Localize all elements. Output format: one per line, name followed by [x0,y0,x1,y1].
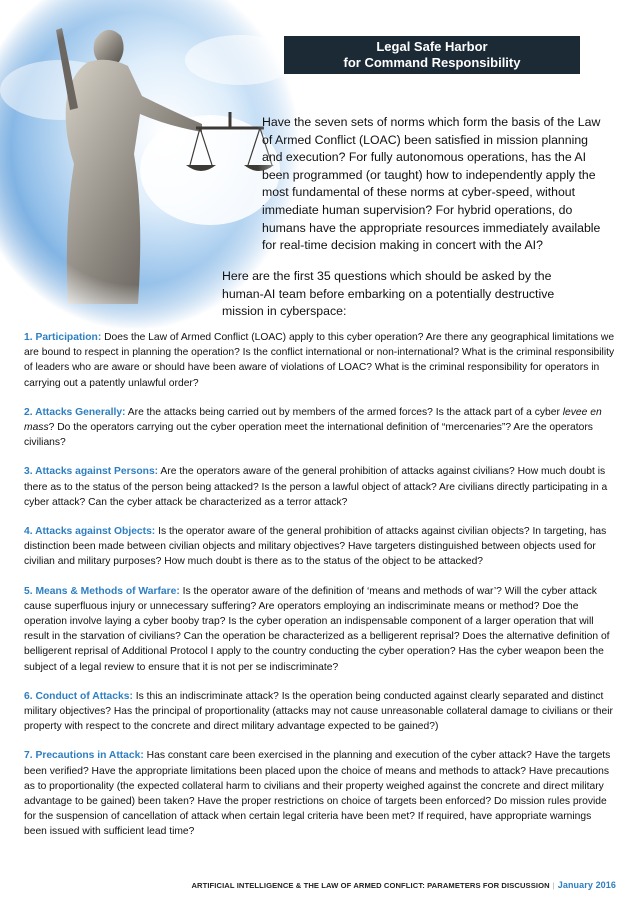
title-line-1: Legal Safe Harbor [376,39,488,54]
question-heading: 6. Conduct of Attacks: [24,690,133,702]
question-text: ? Do the operators carrying out the cyber operation meet the international definition of “mercenaries”? Are the operators civilians? [24,422,593,449]
question-precautions [24,748,616,839]
question-text: Is the operator aware of the general prohibition of attacks against civilian objects? In targeting, has distinction been made between civilian objects and military objectives? Have targeters distinguished between objects used for civilian and military purposes? How much doubt is there as to the status of the object to be attacked? [24,526,607,568]
question-heading: 4. Attacks against Objects: [24,526,156,538]
question-heading: 5. Means & Methods of Warfare: [24,585,180,597]
question-attacks-generally [24,405,616,451]
question-heading: 3. Attacks against Persons: [24,466,159,478]
question-heading: 1. Participation: [24,332,102,343]
question-text: Is the operator aware of the definition of ‘means and methods of war’? Will the cyber attack cause superfluous injury or unnecessary suffering? Are operators employing an indiscriminate means or method? Doe the operation involve laying a cyber booby trap? Is the cyber operation an indispensable component of a larger operation that will result in the starvation of civilians? Can the operation be characterized as a belligerent reprisal? Does the alternative definition of belligerent reprisal of Additional Protocol I apply to the country conducting the cyber operation? Has the cyber weapon been the subject of a legal review to ensure that it is not per se indiscriminate? [24,585,610,673]
footer-title: ARTIFICIAL INTELLIGENCE & THE LAW OF ARMED CONFLICT: PARAMETERS FOR DISCUSSION [191,881,550,890]
question-text: Is this an indiscriminate attack? Is the operation being conducted against clearly separated and distinct military objectives? Has the principal of proportionality (attacks may not cause unreasonable collateral damage to civilians or their property with respect to the concrete and direct military advantage expected to be gained?) [24,690,613,733]
question-text: Has constant care been exercised in the planning and execution of the cyber attack? Have the targets been verified? Have the appropriate limitations been placed upon the choice of means and methods to attack? Have precautions as to proportionality (the expected collateral harm to civilians and their property weighed against the concrete and direct military advantage to be gained) been taken? Have the proper restrictions on choice of targets been enforced? Do mission rules provide for the suspension of cancellation of attack when certain legal criteria have been met? If required, have appropriate warnings been issued with sufficient lead time? [24,750,611,838]
question-text: Are the attacks being carried out by members of the armed forces? Is the attack part of a cyber [125,406,563,418]
question-means-methods [24,584,616,675]
question-participation [24,330,616,391]
question-text: Are the operators aware of the general prohibition of attacks against civilians? How much doubt is there as to the status of the person being attacked? Is the person a lawful object of attack? Are civilians directly participating in a cyber attack? Can the cyber attack be characterized as a terror attack? [24,466,608,508]
footer-date: January 2016 [557,880,616,890]
question-conduct-of-attacks [24,689,616,735]
page-footer [0,880,616,890]
question-attacks-against-persons [24,464,616,510]
question-attacks-against-objects [24,524,616,570]
question-heading: 7. Precautions in Attack: [24,750,144,762]
intro-text-1: Have the seven sets of norms which form the basis of the Law of Armed Conflict (LOAC) been satisfied in mission planning and execution? For fully autonomous operations, has the AI been programmed (or taught) how to independently apply the most fundamental of these norms at cyber-speed, without immediate human supervision? For hybrid operations, do humans have the appropriate resources immediately available for real-time decision making in concert with the AI? [262,115,601,253]
intro-text-2: Here are the first 35 questions which should be asked by the human-AI team before embarking on a potentially destructive mission in cyberspace: [222,269,555,319]
footer-separator: | [552,881,555,890]
question-list [24,330,616,854]
intro-paragraph-1 [262,114,610,255]
title-line-2: for Command Responsibility [343,55,521,70]
question-text: Does the Law of Armed Conflict (LOAC) apply to this cyber operation? Are there any geographical limitations we are bound to respect in planning the operation? Is the conflict international or non-international? What is the criminal responsibility of leaders who are aware or should have been aware of violations of LOAC? What is the criminal responsibility for operators in carrying out a patently unlawful order? [24,332,615,389]
intro-paragraph-2 [222,268,592,321]
question-heading: 2. Attacks Generally: [24,406,126,418]
section-title-banner [284,36,580,74]
question-italic-term: levee en mass [24,406,602,434]
